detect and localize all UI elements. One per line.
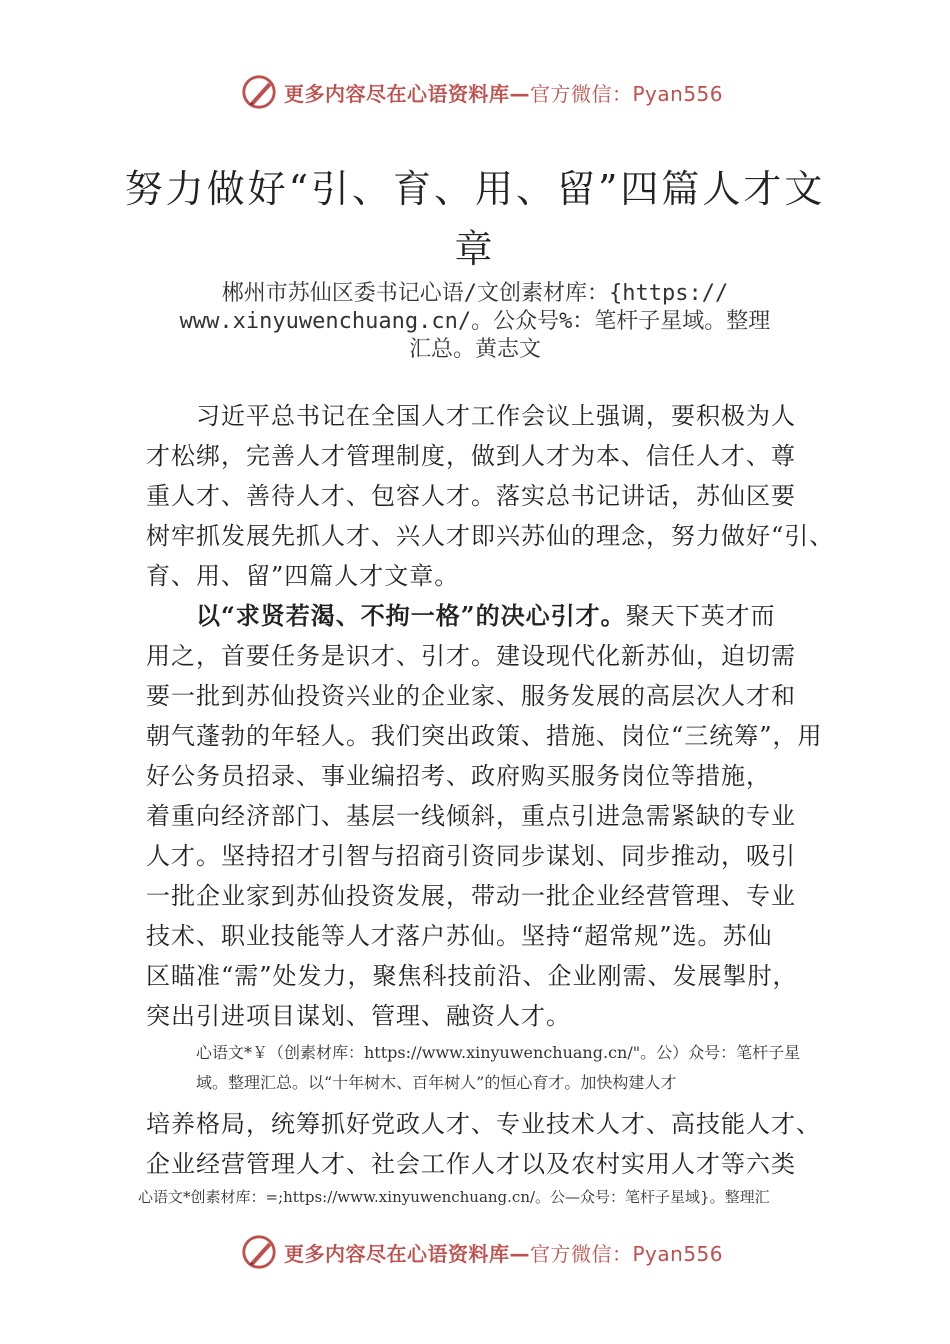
author-byline: 郴州市苏仙区委书记心语/文创素材库：{https:// www.xinyuwenchuang.cn/。公众号%：笔杆子星域。整理 汇总。黄志文 <box>179 281 771 362</box>
watermark-note: 域。整理汇总。以“十年树木、百年树人”的恒心育才。加快构建人才 <box>196 1073 677 1092</box>
paragraph-line: 突出引进项目谋划、管理、融资人才。 <box>146 1002 571 1030</box>
page-title: 努力做好“引、育、用、留”四篇人才文 <box>124 167 826 211</box>
paragraph-line: 着重向经济部门、基层一线倾斜，重点引进急需紧缺的专业 <box>146 802 796 830</box>
paragraph-line: 企业经营管理人才、社会工作人才以及农村实用人才等六类 <box>146 1150 796 1178</box>
paragraph-line: 重人才、善待人才、包容人才。落实总书记讲话，苏仙区要 <box>146 482 796 510</box>
paragraph-line: 要一批到苏仙投资兴业的企业家、服务发展的高层次人才和 <box>146 682 796 710</box>
footer-banner <box>240 1232 723 1272</box>
banner-text: 更多内容尽在心语资料库—官方微信：Pyan556 <box>284 1241 724 1266</box>
paragraph-line: 树牢抓发展先抓人才、兴人才即兴苏仙的理念，努力做好“引、 <box>146 522 835 550</box>
header-banner <box>240 72 723 112</box>
paragraph-line: 好公务员招录、事业编招考、政府购买服务岗位等措施， <box>146 762 771 790</box>
paragraph-line: 习近平总书记在全国人才工作会议上强调，要积极为人 <box>196 402 796 430</box>
paragraph-line: 用之，首要任务是识才、引才。建设现代化新苏仙，迫切需 <box>146 642 796 670</box>
page-title-continued: 章 <box>454 227 496 271</box>
pen-logo-icon <box>240 1233 278 1271</box>
paragraph-line: 才松绑，完善人才管理制度，做到人才为本、信任人才、尊 <box>146 442 796 470</box>
watermark-note: 心语文*创素材库：=;https://www.xinyuwenchuang.cn/。公—众号：笔杆子星域}。整理汇 <box>138 1188 770 1206</box>
pen-logo-icon <box>240 73 278 111</box>
paragraph-line: 区瞄准“需”处发力，聚焦科技前沿、企业刚需、发展掣肘， <box>146 962 798 990</box>
paragraph-line: 育、用、留”四篇人才文章。 <box>146 562 460 590</box>
banner-text: 更多内容尽在心语资料库—官方微信：Pyan556 <box>284 81 724 106</box>
paragraph-line: 以“求贤若渴、不拘一格”的决心引才。聚天下英才而 <box>196 601 776 630</box>
paragraph-line: 培养格局，统筹抓好党政人才、专业技术人才、高技能人才、 <box>146 1110 821 1138</box>
section-heading: 以“求贤若渴、不拘一格”的决心引才。 <box>196 601 626 630</box>
watermark-note: 心语文*￥（创素材库：https://www.xinyuwenchuang.cn/"。公）众号：笔杆子星 <box>196 1043 801 1062</box>
paragraph-line: 技术、职业技能等人才落户苏仙。坚持“超常规”选。苏仙 <box>146 922 773 950</box>
paragraph-line: 人才。坚持招才引智与招商引资同步谋划、同步推动，吸引 <box>146 842 796 870</box>
paragraph-line: 一批企业家到苏仙投资发展，带动一批企业经营管理、专业 <box>146 882 796 910</box>
paragraph-line: 朝气蓬勃的年轻人。我们突出政策、措施、岗位“三统筹”，用 <box>146 722 823 750</box>
